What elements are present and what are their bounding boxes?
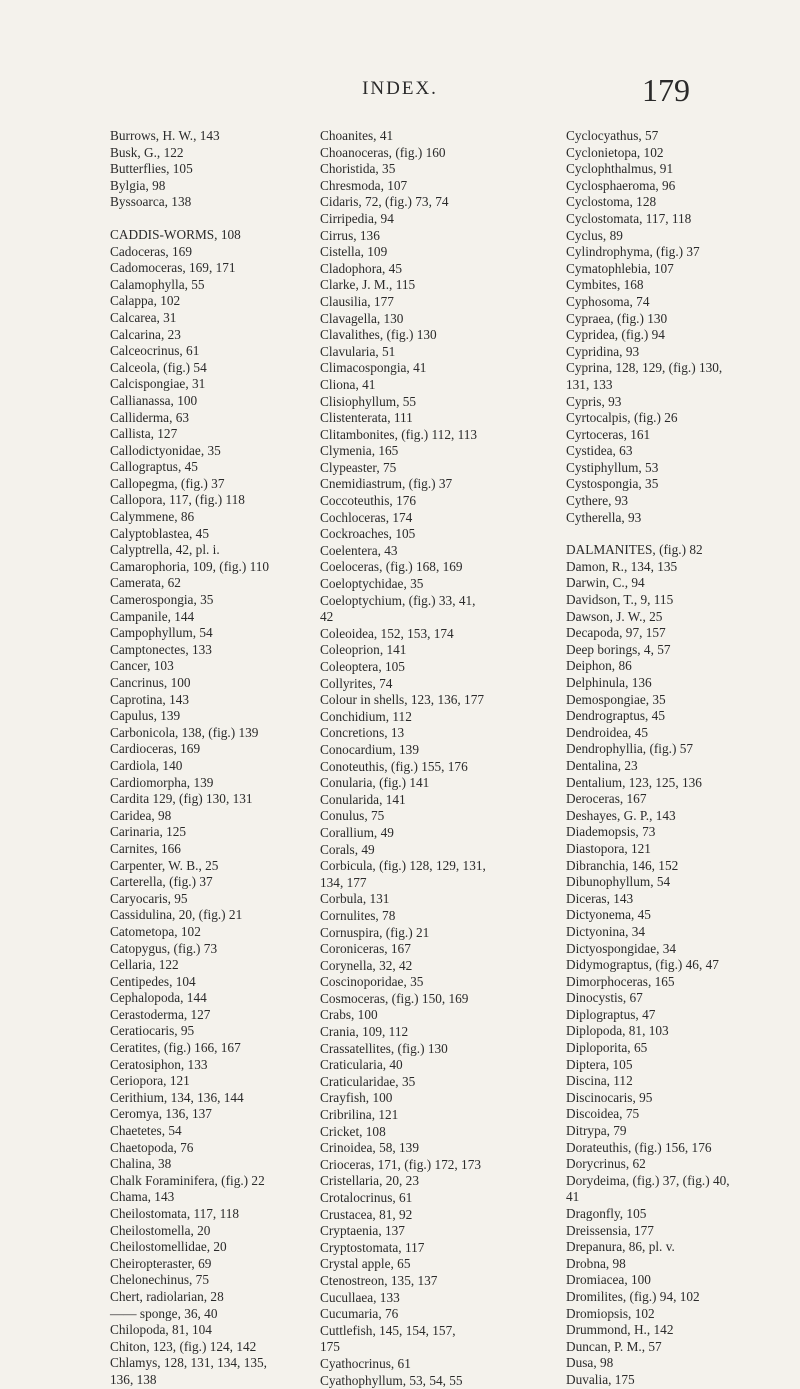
index-entry: Cirrus, 136 bbox=[320, 227, 380, 243]
index-entry: Coleoptera, 105 bbox=[320, 659, 405, 674]
index-entry: Diceras, 143 bbox=[566, 890, 634, 906]
index-entry: Cucullaea, 133 bbox=[320, 1289, 400, 1305]
index-entry: Coeloceras, (fig.) 168, 169 bbox=[320, 559, 463, 575]
index-entry: Cardita 129, (fig) 130, 131 bbox=[110, 791, 253, 807]
section-gap bbox=[566, 526, 800, 542]
index-entry: Cystiphyllum, 53 bbox=[566, 459, 659, 475]
index-entry: Ceriopora, 121 bbox=[110, 1073, 190, 1089]
index-entry: Cystospongia, 35 bbox=[566, 476, 659, 492]
index-entry: Callodictyonidae, 35 bbox=[110, 442, 221, 458]
index-entry: Coelentera, 43 bbox=[320, 542, 398, 558]
index-entry: Corallium, 49 bbox=[320, 824, 394, 840]
index-entry: Chaetetes, 54 bbox=[110, 1123, 182, 1139]
index-entry: Cymatophlebia, 107 bbox=[566, 260, 674, 276]
index-entry: Crioceras, 171, (fig.) 172, 173 bbox=[320, 1156, 482, 1172]
index-entry: Cassidulina, 20, (fig.) 21 bbox=[110, 907, 243, 923]
index-entry: Cyrtoceras, 161 bbox=[566, 426, 651, 442]
index-entry: Dorydeima, (fig.) 37, (fig.) 40, bbox=[566, 1172, 730, 1188]
index-entry: Conoteuthis, (fig.) 155, 176 bbox=[320, 758, 468, 774]
index-entry: Crinoidea, 58, 139 bbox=[320, 1140, 419, 1156]
index-entry: Cancer, 103 bbox=[110, 658, 174, 674]
index-entry: Cythere, 93 bbox=[566, 493, 629, 509]
index-entry: Coleoidea, 152, 153, 174 bbox=[320, 625, 454, 641]
index-entry: Callista, 127 bbox=[110, 426, 178, 442]
index-entry: Cyclocyathus, 57 bbox=[566, 128, 659, 143]
index-entry: Cyathophyllum, 53, 54, 55 bbox=[320, 1372, 463, 1388]
index-entry: Caprotina, 143 bbox=[110, 691, 190, 707]
index-entry: Cyathocrinus, 61 bbox=[320, 1355, 411, 1371]
index-entry: Deep borings, 4, 57 bbox=[566, 641, 671, 657]
index-entry: Dragonfly, 105 bbox=[566, 1206, 647, 1221]
index-entry: Cheilostomellidae, 20 bbox=[110, 1239, 227, 1255]
index-entry: Dawson, J. W., 25 bbox=[566, 608, 663, 624]
index-entry: Ceromya, 136, 137 bbox=[110, 1106, 212, 1122]
index-entry: 134, 177 bbox=[320, 874, 367, 890]
index-entry: Diplopoda, 81, 103 bbox=[566, 1023, 669, 1039]
index-entry: Clarke, J. M., 115 bbox=[320, 277, 416, 293]
index-entry: Calcispongiae, 31 bbox=[110, 376, 206, 392]
index-entry: Caridea, 98 bbox=[110, 807, 172, 823]
index-entry: Cricket, 108 bbox=[320, 1123, 386, 1139]
index-entry: Cyphosoma, 74 bbox=[566, 293, 650, 309]
index-entry: Cypris, 93 bbox=[566, 393, 622, 409]
index-entry: Burrows, H. W., 143 bbox=[110, 128, 220, 143]
index-entry: Dromiacea, 100 bbox=[566, 1272, 651, 1288]
index-entry: Cardiola, 140 bbox=[110, 757, 183, 773]
index-entry: Cyrtocalpis, (fig.) 26 bbox=[566, 410, 678, 426]
index-entry: Clavalithes, (fig.) 130 bbox=[320, 327, 437, 343]
index-entry: Butterflies, 105 bbox=[110, 161, 193, 177]
index-entry: —— sponge, 36, 40 bbox=[110, 1305, 218, 1321]
index-entry: Centipedes, 104 bbox=[110, 973, 196, 989]
index-entry: Dromiopsis, 102 bbox=[566, 1305, 655, 1321]
index-entry: Cnemidiastrum, (fig.) 37 bbox=[320, 476, 453, 492]
index-entry: Ceratites, (fig.) 166, 167 bbox=[110, 1040, 241, 1056]
index-entry: Decapoda, 97, 157 bbox=[566, 625, 666, 641]
index-entry: Duncan, P. M., 57 bbox=[566, 1338, 662, 1354]
index-entry: Delphinula, 136 bbox=[566, 675, 652, 690]
index-entry: Corbicula, (fig.) 128, 129, 131, bbox=[320, 858, 486, 874]
index-entry: Cheilostomata, 117, 118 bbox=[110, 1206, 240, 1221]
index-entry: DALMANITES, (fig.) 82 bbox=[566, 542, 703, 558]
index-entry: Dromilites, (fig.) 94, 102 bbox=[566, 1288, 700, 1304]
index-entry: Carnites, 166 bbox=[110, 840, 181, 856]
index-entry: Byssoarca, 138 bbox=[110, 194, 192, 210]
index-entry: Clistenterata, 111 bbox=[320, 410, 413, 426]
index-entry: Choanites, 41 bbox=[320, 128, 394, 143]
index-entry: Cypridina, 93 bbox=[566, 343, 640, 359]
index-entry: Dictyonina, 34 bbox=[566, 923, 646, 939]
index-entry: Colour in shells, 123, 136, 177 bbox=[320, 692, 484, 708]
index-entry: Cyclosphaeroma, 96 bbox=[566, 177, 676, 193]
index-entry: Cryptostomata, 117 bbox=[320, 1239, 425, 1255]
index-entry: Crassatellites, (fig.) 130 bbox=[320, 1040, 448, 1056]
index-entry: Cliona, 41 bbox=[320, 376, 376, 392]
index-entry: Chilopoda, 81, 104 bbox=[110, 1322, 212, 1338]
index-entry: Ceratosiphon, 133 bbox=[110, 1056, 208, 1072]
index-entry: Damon, R., 134, 135 bbox=[566, 558, 678, 574]
index-entry: Cornuspira, (fig.) 21 bbox=[320, 924, 430, 940]
index-entry: Coeloptychidae, 35 bbox=[320, 576, 424, 592]
index-entry: Cristellaria, 20, 23 bbox=[320, 1173, 419, 1189]
index-entry: Clavularia, 51 bbox=[320, 343, 396, 359]
index-entry: Diptera, 105 bbox=[566, 1056, 633, 1072]
index-entry: Clausilia, 177 bbox=[320, 293, 394, 309]
index-column-2 bbox=[320, 128, 560, 1389]
index-entry: Cerastoderma, 127 bbox=[110, 1006, 211, 1022]
index-entry: Chelonechinus, 75 bbox=[110, 1272, 209, 1288]
index-entry: Crotalocrinus, 61 bbox=[320, 1190, 413, 1205]
index-entry: Cephalopoda, 144 bbox=[110, 990, 207, 1006]
index-entry: Clymenia, 165 bbox=[320, 443, 399, 459]
index-entry: Dreissensia, 177 bbox=[566, 1222, 654, 1238]
index-entry: Crania, 109, 112 bbox=[320, 1024, 409, 1040]
index-entry: Calcarea, 31 bbox=[110, 309, 177, 325]
index-entry: Cypraea, (fig.) 130 bbox=[566, 310, 668, 326]
index-entry: Crayfish, 100 bbox=[320, 1090, 393, 1106]
index-entry: Choristida, 35 bbox=[320, 161, 396, 177]
index-entry: Dictyospongidae, 34 bbox=[566, 940, 677, 956]
index-entry: Conocardium, 139 bbox=[320, 741, 419, 757]
index-entry: Dictyonema, 45 bbox=[566, 907, 651, 923]
index-entry: Capulus, 139 bbox=[110, 708, 181, 724]
index-entry: Camerospongia, 35 bbox=[110, 592, 214, 608]
index-entry: Cystidea, 63 bbox=[566, 443, 633, 459]
index-entry: Cylindrophyma, (fig.) 37 bbox=[566, 244, 700, 260]
index-entry: Chlamys, 128, 131, 134, 135, bbox=[110, 1355, 267, 1371]
index-entry: Cistella, 109 bbox=[320, 244, 388, 260]
index-entry: Dibunophyllum, 54 bbox=[566, 874, 671, 890]
index-entry: Carinaria, 125 bbox=[110, 824, 187, 840]
index-entry: Demospongiae, 35 bbox=[566, 691, 666, 707]
index-entry: Deshayes, G. P., 143 bbox=[566, 807, 676, 823]
index-entry: Chresmoda, 107 bbox=[320, 177, 408, 193]
index-entry: Clypeaster, 75 bbox=[320, 459, 397, 475]
index-column-3 bbox=[566, 128, 800, 1389]
index-entry: Cerithium, 134, 136, 144 bbox=[110, 1089, 244, 1105]
index-entry: Cheiropteraster, 69 bbox=[110, 1255, 212, 1271]
index-entry: Chiton, 123, (fig.) 124, 142 bbox=[110, 1338, 257, 1354]
index-entry: Cryptaenia, 137 bbox=[320, 1223, 405, 1239]
index-entry: Cochloceras, 174 bbox=[320, 509, 413, 525]
index-entry: Calceola, (fig.) 54 bbox=[110, 359, 207, 375]
index-entry: Darwin, C., 94 bbox=[566, 575, 645, 591]
index-entry: Dendrophyllia, (fig.) 57 bbox=[566, 741, 694, 757]
index-entry: Bylgia, 98 bbox=[110, 177, 166, 193]
index-entry: Callopora, 117, (fig.) 118 bbox=[110, 492, 245, 508]
index-entry: Dusa, 98 bbox=[566, 1355, 614, 1371]
index-entry: Corals, 49 bbox=[320, 841, 375, 857]
index-entry: Chert, radiolarian, 28 bbox=[110, 1288, 224, 1304]
index-entry: 136, 138 bbox=[110, 1371, 157, 1387]
index-entry: Crabs, 100 bbox=[320, 1007, 378, 1023]
index-entry: Ctenostreon, 135, 137 bbox=[320, 1272, 438, 1288]
index-entry: Dibranchia, 146, 152 bbox=[566, 857, 679, 873]
index-entry: Coleoprion, 141 bbox=[320, 642, 407, 658]
index-entry: Chama, 143 bbox=[110, 1189, 175, 1205]
index-entry: Cadomoceras, 169, 171 bbox=[110, 260, 236, 276]
index-entry: Campophyllum, 54 bbox=[110, 625, 213, 641]
index-entry: Callograptus, 45 bbox=[110, 459, 198, 475]
index-entry: Choanoceras, (fig.) 160 bbox=[320, 144, 446, 160]
index-entry: Calyptrella, 42, pl. i. bbox=[110, 542, 220, 558]
index-entry: Dentalina, 23 bbox=[566, 757, 638, 773]
index-entry: Diastopora, 121 bbox=[566, 840, 651, 856]
index-entry: Conchidium, 112 bbox=[320, 708, 412, 724]
index-entry: Calymmene, 86 bbox=[110, 509, 195, 525]
index-entry: Cellaria, 122 bbox=[110, 957, 179, 973]
index-entry: Conularia, (fig.) 141 bbox=[320, 775, 430, 791]
index-entry: Drobna, 98 bbox=[566, 1255, 626, 1271]
index-entry: Cidaris, 72, (fig.) 73, 74 bbox=[320, 194, 449, 210]
index-entry: Cosmoceras, (fig.) 150, 169 bbox=[320, 990, 469, 1006]
index-entry: Cadoceras, 169 bbox=[110, 243, 192, 259]
index-entry: Diademopsis, 73 bbox=[566, 824, 656, 840]
index-entry: Duvalia, 175 bbox=[566, 1371, 635, 1387]
index-entry: Cyclostomata, 117, 118 bbox=[566, 210, 692, 226]
index-entry: Camerata, 62 bbox=[110, 575, 181, 591]
section-gap bbox=[110, 211, 320, 227]
index-entry: Drepanura, 86, pl. v. bbox=[566, 1239, 675, 1255]
index-entry: 41 bbox=[566, 1189, 580, 1205]
index-entry: Conularida, 141 bbox=[320, 791, 406, 807]
index-entry: Didymograptus, (fig.) 46, 47 bbox=[566, 957, 719, 973]
index-entry: Conulus, 75 bbox=[320, 808, 385, 824]
index-entry: Diplograptus, 47 bbox=[566, 1006, 656, 1022]
index-entry: Clitambonites, (fig.) 112, 113 bbox=[320, 426, 478, 442]
running-title: INDEX. bbox=[362, 78, 438, 99]
index-entry: Calliderma, 63 bbox=[110, 409, 190, 425]
index-entry: Dorycrinus, 62 bbox=[566, 1156, 646, 1172]
index-column-1 bbox=[110, 128, 320, 1389]
index-entry: Cyclus, 89 bbox=[566, 227, 623, 243]
index-entry: Cirripedia, 94 bbox=[320, 210, 394, 226]
index-entry: Crustacea, 81, 92 bbox=[320, 1206, 413, 1222]
index-entry: 42 bbox=[320, 609, 334, 625]
index-entry: Cyclonietopa, 102 bbox=[566, 144, 664, 160]
index-entry: Cyclophthalmus, 91 bbox=[566, 161, 674, 177]
index-entry: Cockroaches, 105 bbox=[320, 526, 416, 542]
index-entry: Coscinoporidae, 35 bbox=[320, 974, 424, 990]
index-entry: Busk, G., 122 bbox=[110, 144, 184, 160]
index-entry: Diploporita, 65 bbox=[566, 1040, 648, 1056]
index-entry: Carbonicola, 138, (fig.) 139 bbox=[110, 724, 259, 740]
index-entry: CADDIS-WORMS, 108 bbox=[110, 226, 241, 242]
index-entry: Chalk Foraminifera, (fig.) 22 bbox=[110, 1172, 265, 1188]
index-entry: Cardioceras, 169 bbox=[110, 741, 201, 757]
index-entry: Dentalium, 123, 125, 136 bbox=[566, 774, 702, 790]
index-entry: Corynella, 32, 42 bbox=[320, 957, 413, 973]
index-entry: Discina, 112 bbox=[566, 1073, 633, 1089]
index-entry: Catopygus, (fig.) 73 bbox=[110, 940, 218, 956]
index-entry: Craticularidae, 35 bbox=[320, 1073, 416, 1089]
index-entry: Cucumaria, 76 bbox=[320, 1306, 399, 1322]
index-entry: Dendrograptus, 45 bbox=[566, 708, 665, 724]
index-entry: Craticularia, 40 bbox=[320, 1057, 403, 1073]
index-entry: Calyptoblastea, 45 bbox=[110, 525, 209, 541]
index-entry: Davidson, T., 9, 115 bbox=[566, 592, 674, 608]
index-entry: Carpenter, W. B., 25 bbox=[110, 857, 219, 873]
index-entry: Climacospongia, 41 bbox=[320, 360, 427, 376]
index-entry: Cardiomorpha, 139 bbox=[110, 774, 214, 790]
index-entry: Cladophora, 45 bbox=[320, 260, 402, 276]
index-entry: Coccoteuthis, 176 bbox=[320, 493, 417, 509]
index-entry: Cytherella, 93 bbox=[566, 509, 642, 525]
index-entry: Carterella, (fig.) 37 bbox=[110, 874, 213, 890]
index-entry: Dinocystis, 67 bbox=[566, 990, 643, 1006]
index-entry: Coroniceras, 167 bbox=[320, 941, 411, 957]
index-entry: Callopegma, (fig.) 37 bbox=[110, 475, 225, 491]
index-entry: Discinocaris, 95 bbox=[566, 1089, 653, 1105]
index-entry: Corbula, 131 bbox=[320, 891, 390, 907]
index-entry: Cancrinus, 100 bbox=[110, 675, 191, 690]
index-entry: Crystal apple, 65 bbox=[320, 1256, 411, 1272]
index-entry: Cribrilina, 121 bbox=[320, 1107, 399, 1123]
index-entry: Callianassa, 100 bbox=[110, 392, 198, 408]
index-entry: Dimorphoceras, 165 bbox=[566, 973, 675, 989]
index-entry: 175 bbox=[320, 1339, 340, 1355]
index-entry: Discoidea, 75 bbox=[566, 1106, 640, 1122]
index-entry: Chaetopoda, 76 bbox=[110, 1139, 194, 1155]
index-entry: Collyrites, 74 bbox=[320, 675, 393, 691]
page-number: 179 bbox=[642, 72, 690, 108]
index-entry: Cyclostoma, 128 bbox=[566, 194, 657, 210]
index-entry: Ditrypa, 79 bbox=[566, 1123, 627, 1139]
index-entry: Calamophylla, 55 bbox=[110, 276, 205, 292]
index-entry: Drummond, H., 142 bbox=[566, 1322, 674, 1338]
index-entry: Cypridea, (fig.) 94 bbox=[566, 327, 665, 343]
index-entry: Cyprina, 128, 129, (fig.) 130, bbox=[566, 360, 723, 376]
index-entry: Deiphon, 86 bbox=[566, 658, 632, 674]
index-entry: Calceocrinus, 61 bbox=[110, 343, 200, 359]
index-entry: Cheilostomella, 20 bbox=[110, 1222, 211, 1238]
index-entry: Cornulites, 78 bbox=[320, 907, 396, 923]
index-entry: Deroceras, 167 bbox=[566, 791, 647, 807]
index-entry: Caryocaris, 95 bbox=[110, 890, 188, 906]
index-entry: Dorateuthis, (fig.) 156, 176 bbox=[566, 1139, 712, 1155]
index-entry: Calappa, 102 bbox=[110, 293, 181, 309]
index-entry: Dendroidea, 45 bbox=[566, 724, 648, 740]
index-entry: Ceratiocaris, 95 bbox=[110, 1023, 195, 1039]
index-entry: Cymbites, 168 bbox=[566, 277, 644, 293]
running-head bbox=[0, 72, 800, 112]
index-entry: Campanile, 144 bbox=[110, 608, 195, 624]
index-entry: Calcarina, 23 bbox=[110, 326, 181, 342]
index-entry: 131, 133 bbox=[566, 376, 613, 392]
index-entry: Catometopa, 102 bbox=[110, 923, 201, 939]
index-entry: Chalina, 38 bbox=[110, 1156, 172, 1172]
index-entry: Clisiophyllum, 55 bbox=[320, 393, 417, 409]
index-entry: Concretions, 13 bbox=[320, 725, 405, 741]
index-entry: Cuttlefish, 145, 154, 157, bbox=[320, 1322, 456, 1338]
index-entry: Camptonectes, 133 bbox=[110, 641, 212, 657]
index-entry: Camarophoria, 109, (fig.) 110 bbox=[110, 558, 270, 574]
index-entry: Coeloptychium, (fig.) 33, 41, bbox=[320, 592, 476, 608]
index-entry: Clavagella, 130 bbox=[320, 310, 404, 326]
